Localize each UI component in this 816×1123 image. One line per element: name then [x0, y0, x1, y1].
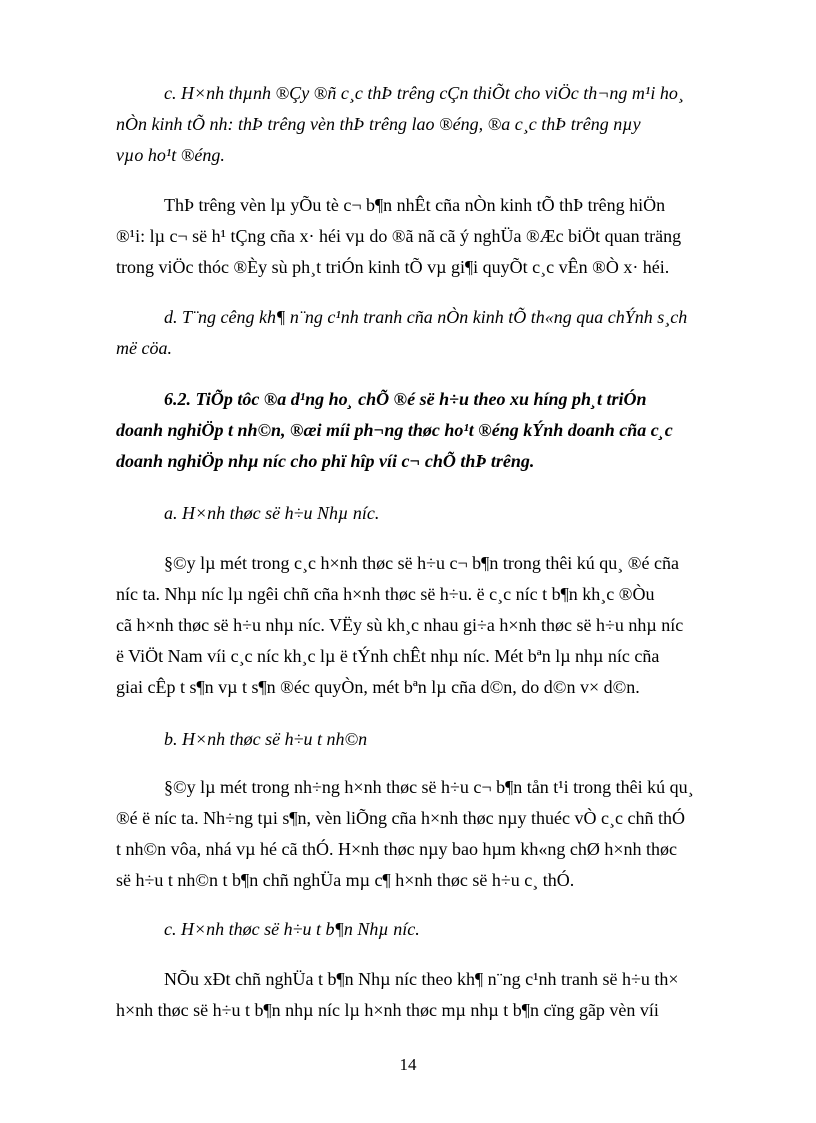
text-line: doanh nghiÖp nhµ níc cho phï hîp víi c¬ chÕ thÞ trêng.: [116, 451, 535, 471]
text-line: ThÞ trêng vèn lµ yÕu tè c¬ b¶n nhÊt cña nÒn kinh tÕ thÞ trêng hiÖn: [164, 195, 666, 215]
subheading-private-ownership: [116, 724, 740, 755]
paragraph-state-ownership: [116, 548, 740, 703]
subheading-state-ownership: [116, 498, 740, 529]
text-line: h×nh thøc së h÷u t b¶n nhµ níc lµ h×nh thøc mµ nhµ t b¶n cïng gãp vèn víi: [116, 1000, 659, 1020]
text-line: t nh©n vôa, nhá vµ hé cã thÓ. H×nh thøc nµy bao hµm kh«ng chØ h×nh thøc: [116, 839, 677, 859]
text-line: giai cÊp t s¶n vµ t s¶n ®éc quyÒn, mét bªn lµ cña d©n, do d©n v× d©n.: [116, 677, 640, 697]
text-line: a. H×nh thøc së h÷u Nhµ níc.: [164, 503, 380, 523]
text-line: NÕu xÐt chñ nghÜa t b¶n Nhµ níc theo kh¶ n¨ng c¹nh tranh së h÷u th×: [164, 969, 679, 989]
paragraph-competitiveness: [116, 302, 740, 364]
text-line: 6.2. TiÕp tôc ®a d¹ng ho¸ chÕ ®é së h÷u theo xu híng ph¸t triÓn: [164, 389, 647, 409]
text-line: vµo ho¹t ®éng.: [116, 145, 225, 165]
page-number: 14: [399, 1055, 417, 1074]
text-line: ë ViÖt Nam víi c¸c níc kh¸c lµ ë tÝnh chÊt nhµ níc. Mét bªn lµ nhµ níc cña: [116, 646, 660, 666]
paragraph-state-capitalism: [116, 964, 740, 1026]
text-line: c. H×nh thøc së h÷u t b¶n Nhµ níc.: [164, 919, 420, 939]
text-line: nÒn kinh tÕ nh: thÞ trêng vèn thÞ trêng lao ®éng, ®a c¸c thÞ trêng nµy: [116, 114, 641, 134]
paragraph-private-ownership: [116, 772, 740, 896]
text-line: b. H×nh thøc së h÷u t nh©n: [164, 729, 368, 749]
text-line: trong viÖc thóc ®Èy sù ph¸t triÓn kinh tÕ vµ gi¶i quyÕt c¸c vÊn ®Ò x· héi.: [116, 257, 670, 277]
section-heading-6-2: [116, 384, 740, 477]
text-line: më cöa.: [116, 338, 172, 358]
paragraph-capital-market: [116, 190, 740, 283]
text-line: níc ta. Nhµ níc lµ ngêi chñ cña h×nh thøc së h÷u. ë c¸c níc t b¶n kh¸c ®Òu: [116, 584, 655, 604]
text-line: §©y lµ mét trong c¸c h×nh thøc së h÷u c¬ b¶n trong thêi kú qu¸ ®é cña: [164, 553, 679, 573]
text-line: §©y lµ mét trong nh÷ng h×nh thøc së h÷u c¬ b¶n tån t¹i trong thêi kú qu¸: [164, 777, 694, 797]
text-line: cã h×nh thøc së h÷u nhµ níc. VËy sù kh¸c nhau gi÷a h×nh thøc së h÷u nhµ níc: [116, 615, 684, 635]
text-line: d. T¨ng cêng kh¶ n¨ng c¹nh tranh cña nÒn kinh tÕ th«ng qua chÝnh s¸ch: [164, 307, 688, 327]
paragraph-market-formation: [116, 78, 740, 171]
text-line: së h÷u t nh©n t b¶n chñ nghÜa mµ c¶ h×nh thøc së h÷u c¸ thÓ.: [116, 870, 575, 890]
text-line: ®é ë níc ta. Nh÷ng tµi s¶n, vèn liÕng cña h×nh thøc nµy thuéc vÒ c¸c chñ thÓ: [116, 808, 685, 828]
text-line: ®¹i: lµ c¬ së h¹ tÇng cña x· héi vµ do ®ã nã cã ý nghÜa ®Æc biÖt quan träng: [116, 226, 682, 246]
text-line: doanh nghiÖp t nh©n, ®æi míi ph¬ng thøc ho¹t ®éng kÝnh doanh cña c¸c: [116, 420, 673, 440]
subheading-state-capitalist-ownership: [116, 914, 740, 945]
text-line: c. H×nh thµnh ®Çy ®ñ c¸c thÞ trêng cÇn thiÕt cho viÖc th¬ng m¹i ho¸: [164, 83, 684, 103]
